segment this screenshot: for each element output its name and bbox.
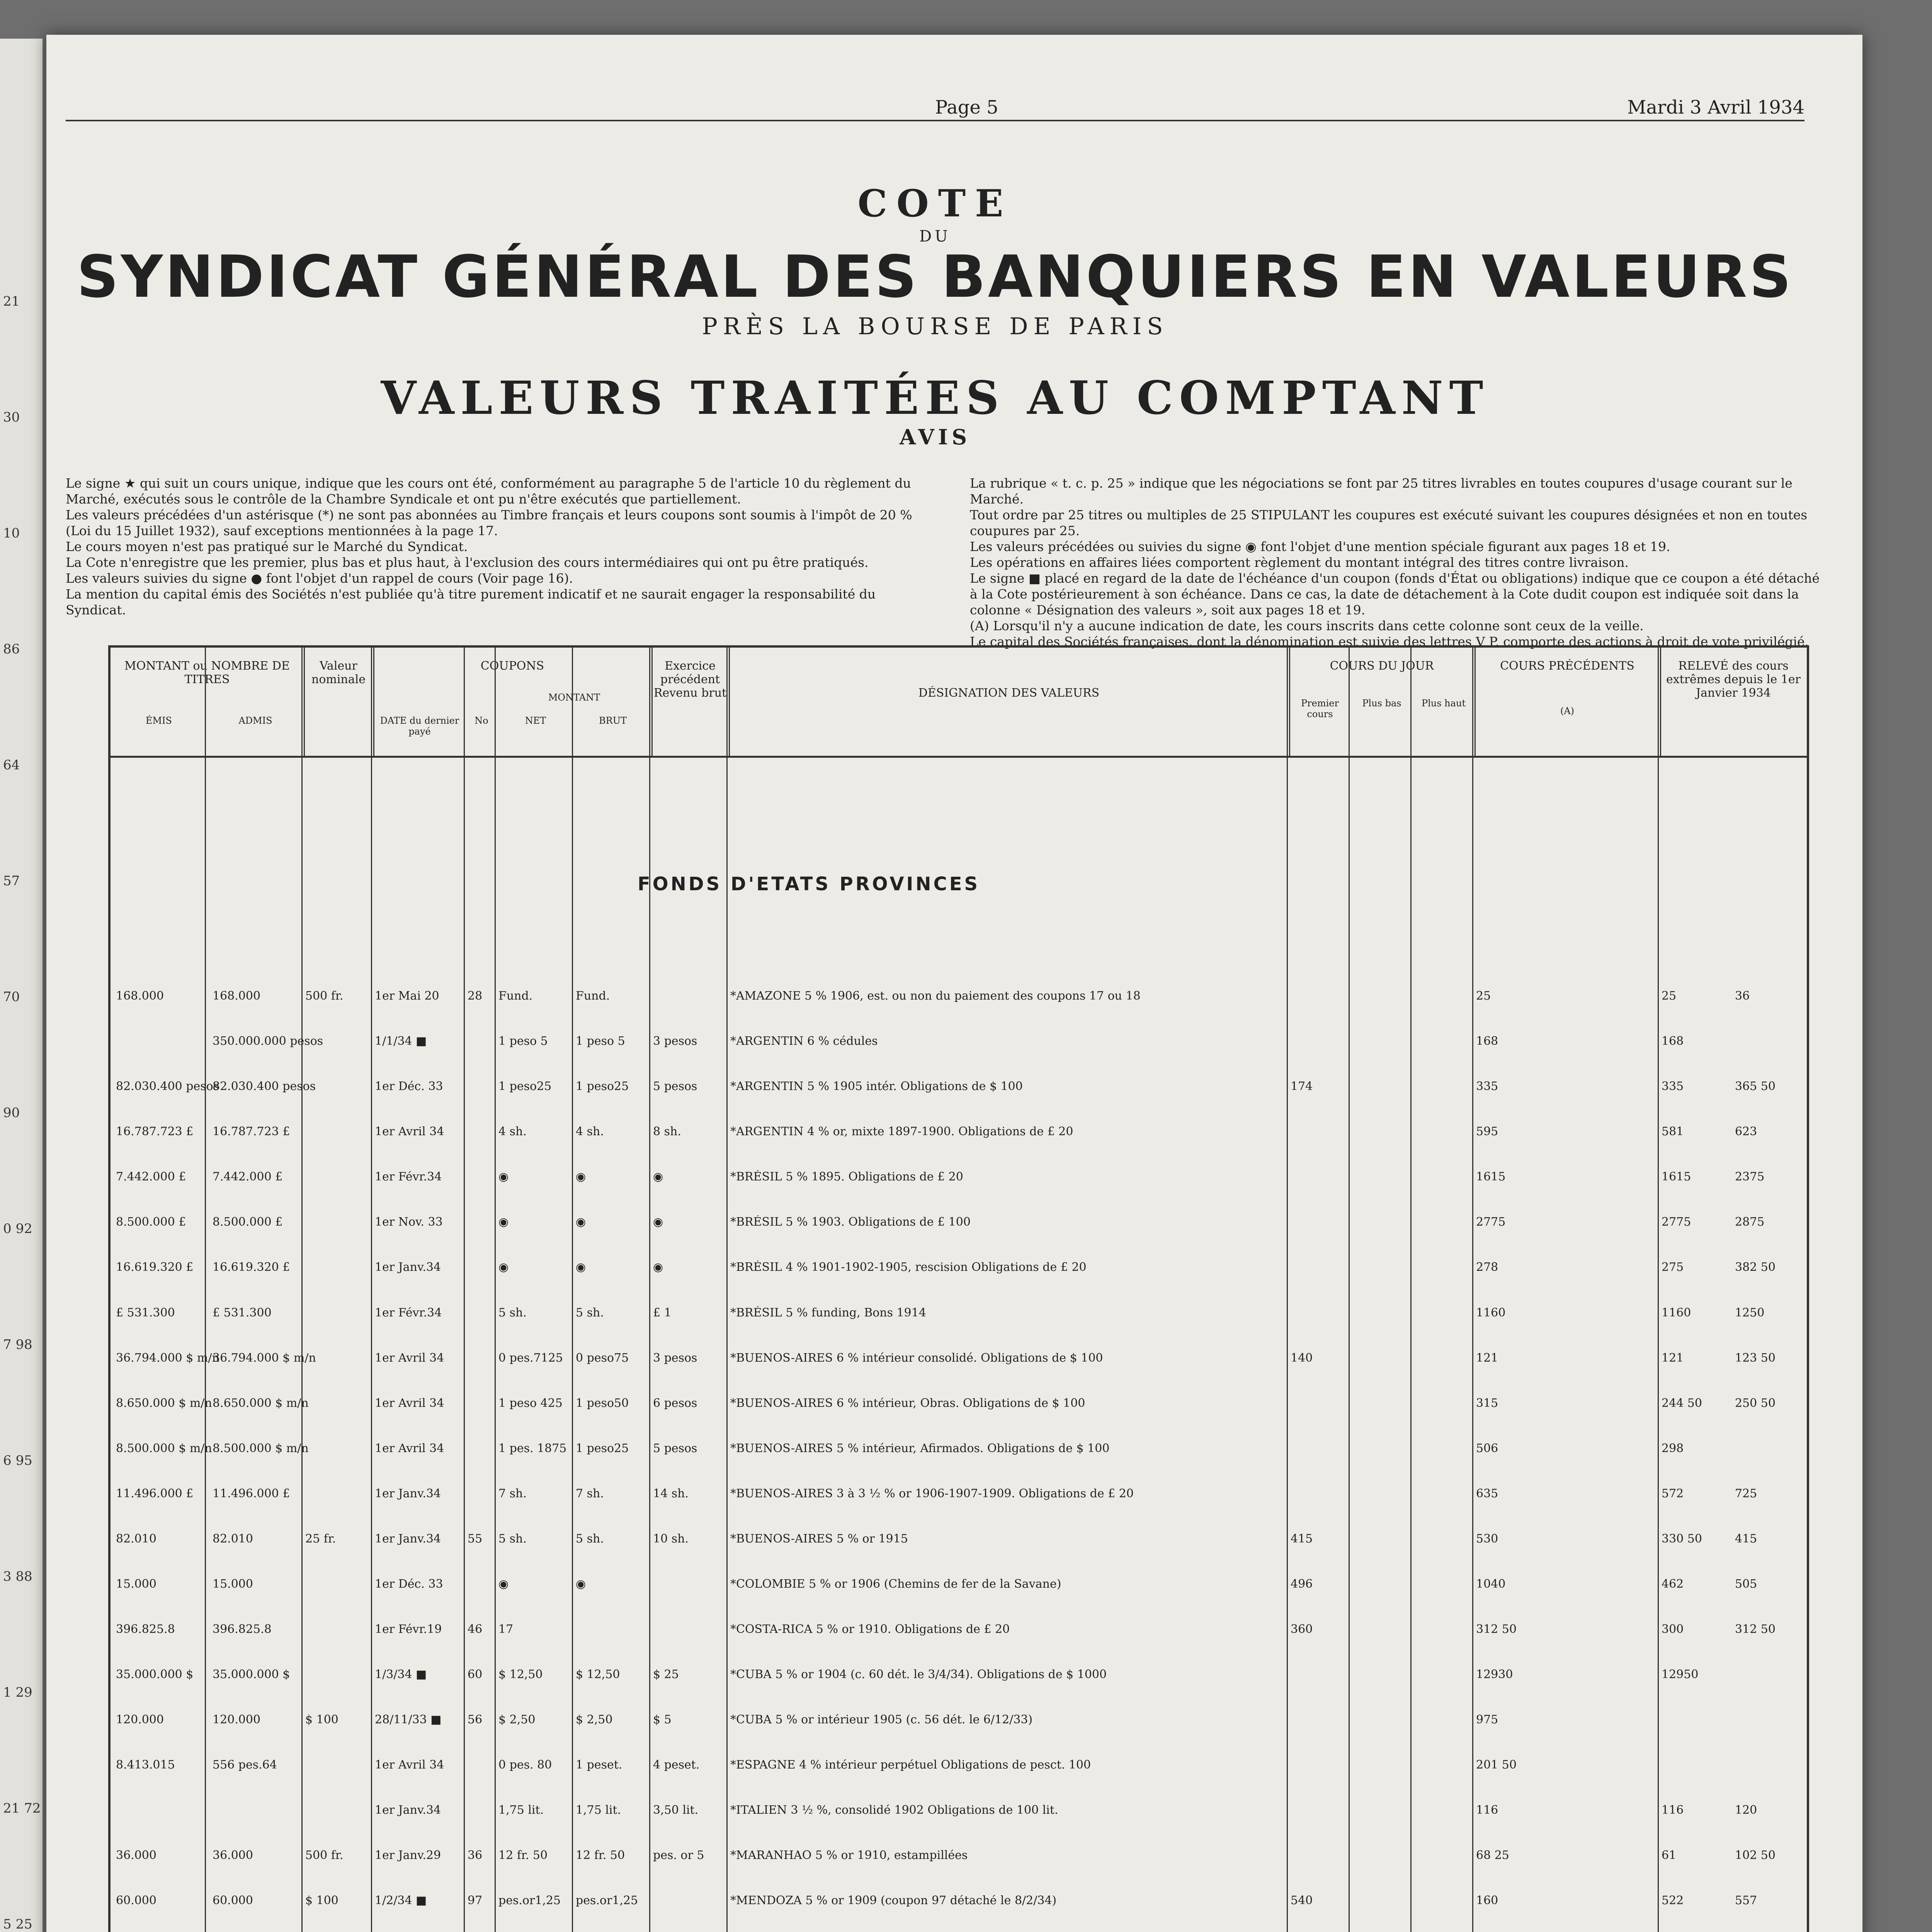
cell-premier: 360 (1291, 1622, 1313, 1636)
cell-date: 1er Févr.19 (375, 1622, 442, 1636)
cell-emis: 15.000 (116, 1577, 156, 1591)
cell-emis: 16.787.723 £ (116, 1125, 194, 1138)
margin-number: 10 (3, 526, 20, 541)
notice-paragraph: Tout ordre par 25 titres ou multiples de 25 STIPULANT les coupures est exécuté suivant les coupures désignées et non en toutes coupures par 25. (970, 507, 1808, 538)
notice-paragraph: Les valeurs précédées ou suivies du signe ◉ font l'objet d'une mention spéciale figurant aux pages 18 et 19. (970, 539, 1670, 554)
cell-releve-bas: 12950 (1662, 1668, 1699, 1681)
header-cours-jour: COURS DU JOUR Premier cours Plus bas Plus haut (1289, 648, 1476, 756)
cell-valeur: 500 fr. (305, 989, 344, 1003)
cell-valeur: $ 100 (305, 1894, 338, 1907)
cell-releve-haut: 2375 (1735, 1170, 1765, 1184)
cell-designation: *ITALIEN 3 ½ %, consolidé 1902 Obligations de 100 lit. (730, 1803, 1058, 1817)
page-number: Page 5 (935, 97, 998, 118)
header-premier: Premier cours (1301, 698, 1339, 719)
cell-net: $ 12,50 (498, 1668, 543, 1681)
header-admis: ADMIS (238, 715, 272, 726)
cell-admis: 350.000.000 pesos (213, 1034, 323, 1048)
margin-number: 57 (3, 873, 20, 889)
notice-paragraph: Le signe ★ qui suit un cours unique, indique que les cours ont été, conformément au paragraphe 5 de l'article 10 du règlement du Marché, exécutés sous le contrôle de la Chambre Syndicale et ont pu n'être exécutés que partiellement. (66, 476, 911, 507)
masthead-du: DU (919, 228, 951, 245)
cell-brut: $ 12,50 (576, 1668, 620, 1681)
table-row (108, 1894, 1804, 1909)
masthead-title: SYNDICAT GÉNÉRAL DES BANQUIERS EN VALEURS (77, 243, 1794, 311)
cell-emis: 82.010 (116, 1532, 156, 1546)
cell-no: 97 (468, 1894, 483, 1907)
table-row (108, 1532, 1804, 1548)
table-row (108, 1803, 1804, 1819)
cell-net: 0 pes. 80 (498, 1758, 552, 1772)
table-row (108, 1306, 1804, 1321)
cell-emis: 11.496.000 £ (116, 1487, 194, 1500)
table-row (108, 1442, 1804, 1457)
header-coupons: COUPONS DATE du dernier payé No MONTANT NET BRUT (373, 648, 653, 756)
notice-block (66, 475, 1820, 649)
cell-date: 1er Janv.34 (375, 1487, 441, 1500)
cell-releve-bas: 330 50 (1662, 1532, 1702, 1546)
header-plus-haut: Plus haut (1421, 698, 1466, 709)
cell-net: $ 2,50 (498, 1713, 536, 1726)
cell-emis: 396.825.8 (116, 1622, 175, 1636)
cell-designation: *BUENOS-AIRES 6 % intérieur, Obras. Obligations de $ 100 (730, 1396, 1085, 1410)
header-net: NET (525, 715, 546, 726)
cell-releve-bas: 298 (1662, 1442, 1684, 1455)
cell-date: 1er Févr.34 (375, 1306, 442, 1320)
cell-date: 1/2/34 ■ (375, 1894, 427, 1907)
margin-number: 64 (3, 757, 20, 773)
cell-precedent: 12930 (1476, 1668, 1513, 1681)
cell-admis: 396.825.8 (213, 1622, 272, 1636)
cell-admis: 7.442.000 £ (213, 1170, 283, 1184)
cell-designation: *BUENOS-AIRES 3 à 3 ½ % or 1906-1907-1909. Obligations de £ 20 (730, 1487, 1134, 1500)
cell-releve-haut: 505 (1735, 1577, 1757, 1591)
masthead-cote: COTE (857, 182, 1013, 225)
cell-designation: *BRÉSIL 4 % 1901-1902-1905, rescision Obligations de £ 20 (730, 1260, 1087, 1274)
cell-date: 1er Févr.34 (375, 1170, 442, 1184)
cell-revenu: ◉ (653, 1215, 663, 1229)
cell-net: 4 sh. (498, 1125, 527, 1138)
cell-releve-haut: 312 50 (1735, 1622, 1776, 1636)
header-emis: ÉMIS (145, 715, 172, 726)
header-a: (A) (1560, 706, 1575, 716)
cell-no: 60 (468, 1668, 483, 1681)
cell-date: 1er Avril 34 (375, 1442, 444, 1455)
cell-date: 1er Nov. 33 (375, 1215, 443, 1229)
cell-net: ◉ (498, 1577, 509, 1591)
cell-precedent: 116 (1476, 1803, 1498, 1817)
cell-admis: £ 531.300 (213, 1306, 272, 1320)
cell-brut: ◉ (576, 1577, 586, 1591)
cell-emis: 8.650.000 $ m/n (116, 1396, 212, 1410)
cell-brut: pes.or1,25 (576, 1894, 638, 1907)
cell-designation: *ESPAGNE 4 % intérieur perpétuel Obligations de pesct. 100 (730, 1758, 1091, 1772)
cell-designation: *CUBA 5 % or 1904 (c. 60 dét. le 3/4/34). Obligations de $ 1000 (730, 1668, 1107, 1681)
cell-valeur: $ 100 (305, 1713, 338, 1726)
cell-brut: 1 peso25 (576, 1442, 629, 1455)
cell-releve-bas: 1615 (1662, 1170, 1691, 1184)
cell-releve-haut: 623 (1735, 1125, 1757, 1138)
cell-date: 1er Déc. 33 (375, 1080, 443, 1093)
cell-designation: *BUENOS-AIRES 6 % intérieur consolidé. Obligations de $ 100 (730, 1351, 1103, 1365)
cell-releve-bas: 462 (1662, 1577, 1684, 1591)
cell-brut: ◉ (576, 1215, 586, 1229)
table-row (108, 1125, 1804, 1140)
cell-date: 1er Janv.34 (375, 1803, 441, 1817)
table-row (108, 1668, 1804, 1683)
cell-date: 1er Mai 20 (375, 989, 439, 1003)
cell-admis: 36.000 (213, 1849, 253, 1862)
cell-revenu: 8 sh. (653, 1125, 681, 1138)
cell-precedent: 635 (1476, 1487, 1498, 1500)
cell-valeur: 25 fr. (305, 1532, 336, 1546)
cell-net: ◉ (498, 1260, 509, 1274)
table-row (108, 1577, 1804, 1593)
cell-releve-haut: 120 (1735, 1803, 1757, 1817)
cell-releve-bas: 2775 (1662, 1215, 1691, 1229)
cell-releve-bas: 121 (1662, 1351, 1684, 1365)
cell-brut: 5 sh. (576, 1532, 604, 1546)
cell-precedent: 2775 (1476, 1215, 1506, 1229)
cell-precedent: 975 (1476, 1713, 1498, 1726)
cell-date: 1er Janv.29 (375, 1849, 441, 1862)
cell-emis: 8.500.000 $ m/n (116, 1442, 212, 1455)
table-row (108, 1351, 1804, 1367)
margin-number: 6 95 (3, 1453, 32, 1468)
cell-emis: 36.794.000 $ m/n (116, 1351, 219, 1365)
cell-net: 7 sh. (498, 1487, 527, 1500)
cell-precedent: 312 50 (1476, 1622, 1517, 1636)
cell-emis: 35.000.000 $ (116, 1668, 194, 1681)
margin-number: 30 (3, 410, 20, 425)
cell-precedent: 506 (1476, 1442, 1498, 1455)
cell-designation: *BRÉSIL 5 % 1903. Obligations de £ 100 (730, 1215, 971, 1229)
cell-releve-haut: 250 50 (1735, 1396, 1776, 1410)
table-row (108, 1758, 1804, 1774)
cell-admis: 8.500.000 £ (213, 1215, 283, 1229)
cell-net: 1 peso 425 (498, 1396, 563, 1410)
cell-net: 1 peso 5 (498, 1034, 548, 1048)
margin-number: 21 (3, 294, 20, 309)
cell-releve-haut: 557 (1735, 1894, 1757, 1907)
cell-designation: *AMAZONE 5 % 1906, est. ou non du paiement des coupons 17 ou 18 (730, 989, 1141, 1003)
quotation-table (108, 645, 1809, 1932)
adjacent-page-strip (0, 39, 43, 1932)
notice-paragraph: Les valeurs suivies du signe ● font l'objet d'un rappel de cours (Voir page 16). (66, 571, 573, 586)
cell-admis: 11.496.000 £ (213, 1487, 290, 1500)
cell-revenu: pes. or 5 (653, 1849, 704, 1862)
cell-no: 36 (468, 1849, 483, 1862)
cell-brut: 5 sh. (576, 1306, 604, 1320)
table-row (108, 1260, 1804, 1276)
margin-number: 1 29 (3, 1685, 32, 1700)
cell-precedent: 121 (1476, 1351, 1498, 1365)
masthead-subtitle: PRÈS LA BOURSE DE PARIS (702, 313, 1168, 340)
cell-revenu: 3 pesos (653, 1034, 697, 1048)
cell-net: 17 (498, 1622, 514, 1636)
cell-date: 1er Avril 34 (375, 1351, 444, 1365)
cell-date: 1er Janv.34 (375, 1260, 441, 1274)
notice-paragraph: Le cours moyen n'est pas pratiqué sur le Marché du Syndicat. (66, 539, 468, 554)
header-plus-bas: Plus bas (1362, 698, 1401, 709)
cell-admis: 36.794.000 $ m/n (213, 1351, 316, 1365)
cell-precedent: 1160 (1476, 1306, 1506, 1320)
cell-brut: 1 peso50 (576, 1396, 629, 1410)
cell-date: 1/1/34 ■ (375, 1034, 427, 1048)
header-brut: BRUT (599, 715, 627, 726)
cell-releve-bas: 335 (1662, 1080, 1684, 1093)
cell-date: 1/3/34 ■ (375, 1668, 427, 1681)
issue-date: Mardi 3 Avril 1934 (1627, 97, 1804, 118)
cell-releve-haut: 725 (1735, 1487, 1757, 1500)
header-valeur: Valeur nominale (304, 648, 374, 756)
margin-number: 70 (3, 989, 20, 1005)
cell-admis: 16.787.723 £ (213, 1125, 290, 1138)
cell-no: 28 (468, 989, 483, 1003)
cell-revenu: 14 sh. (653, 1487, 689, 1500)
cell-emis: 120.000 (116, 1713, 164, 1726)
cell-precedent: 530 (1476, 1532, 1498, 1546)
table-row (108, 1215, 1804, 1231)
notice-paragraph: Les opérations en affaires liées comportent règlement du montant intégral des titres contre livraison. (970, 555, 1629, 570)
avis-heading: AVIS (899, 425, 971, 449)
cell-premier: 140 (1291, 1351, 1313, 1365)
margin-number: 90 (3, 1105, 20, 1121)
header-date: DATE du dernier payé (380, 715, 459, 737)
notice-right-column (970, 475, 1820, 650)
cell-revenu: 3 pesos (653, 1351, 697, 1365)
cell-premier: 174 (1291, 1080, 1313, 1093)
cell-admis: 8.500.000 $ m/n (213, 1442, 309, 1455)
cell-admis: 15.000 (213, 1577, 253, 1591)
margin-number: 7 98 (3, 1337, 32, 1352)
cell-brut: $ 2,50 (576, 1713, 613, 1726)
notice-left-column (66, 475, 916, 618)
cell-precedent: 201 50 (1476, 1758, 1517, 1772)
header-designation: DÉSIGNATION DES VALEURS (729, 648, 1290, 756)
cell-no: 46 (468, 1622, 483, 1636)
cell-precedent: 335 (1476, 1080, 1498, 1093)
cell-brut: 0 peso75 (576, 1351, 629, 1365)
margin-number: 3 88 (3, 1569, 32, 1584)
cell-emis: 60.000 (116, 1894, 156, 1907)
cell-brut: 1 peso25 (576, 1080, 629, 1093)
cell-precedent: 25 (1476, 989, 1491, 1003)
notice-paragraph: La mention du capital émis des Sociétés n'est publiée qu'à titre purement indicatif et ne saurait engager la responsabilité du Syndicat. (66, 587, 876, 617)
cell-designation: *BRÉSIL 5 % funding, Bons 1914 (730, 1306, 926, 1320)
header-exercice: Exercice précédent Revenu brut (651, 648, 730, 756)
cell-revenu: 5 pesos (653, 1080, 697, 1093)
cell-designation: *BRÉSIL 5 % 1895. Obligations de £ 20 (730, 1170, 963, 1184)
cell-revenu: $ 25 (653, 1668, 679, 1681)
cell-admis: 82.030.400 pesos (213, 1080, 316, 1093)
cell-releve-haut: 2875 (1735, 1215, 1765, 1229)
cell-admis: 35.000.000 $ (213, 1668, 290, 1681)
notice-paragraph: La rubrique « t. c. p. 25 » indique que les négociations se font par 25 titres livrables en toutes coupures d'usage courant sur le Marché. (970, 476, 1793, 507)
cell-emis: 36.000 (116, 1849, 156, 1862)
cell-brut: 1,75 lit. (576, 1803, 621, 1817)
cell-net: 1 pes. 1875 (498, 1442, 567, 1455)
header-no: No (474, 715, 488, 726)
cell-net: pes.or1,25 (498, 1894, 561, 1907)
section-title: VALEURS TRAITÉES AU COMPTANT (381, 371, 1490, 425)
cell-releve-bas: 25 (1662, 989, 1677, 1003)
cell-revenu: ◉ (653, 1170, 663, 1184)
cell-net: ◉ (498, 1170, 509, 1184)
table-row (108, 1034, 1804, 1050)
cell-precedent: 1615 (1476, 1170, 1506, 1184)
cell-precedent: 168 (1476, 1034, 1498, 1048)
cell-admis: 168.000 (213, 989, 261, 1003)
cell-designation: *MENDOZA 5 % or 1909 (coupon 97 détaché le 8/2/34) (730, 1894, 1057, 1907)
cell-no: 56 (468, 1713, 483, 1726)
running-head (66, 97, 1804, 121)
cell-date: 1er Janv.34 (375, 1532, 441, 1546)
cell-date: 1er Avril 34 (375, 1125, 444, 1138)
cell-brut: 1 peso 5 (576, 1034, 625, 1048)
header-releve: RELEVÉ des cours extrêmes depuis le 1er Janvier 1934 (1666, 659, 1801, 700)
table-row (108, 1080, 1804, 1095)
cell-releve-bas: 1160 (1662, 1306, 1691, 1320)
cell-net: 5 sh. (498, 1306, 527, 1320)
table-row (108, 1170, 1804, 1185)
table-header (111, 648, 1807, 758)
notice-paragraph: Les valeurs précédées d'un astérisque (*) ne sont pas abonnées au Timbre français et leurs coupons sont soumis à l'impôt de 20 % (Loi du 15 Juillet 1932), sauf exceptions mentionnées à la page 17. (66, 507, 912, 538)
cell-revenu: ◉ (653, 1260, 663, 1274)
margin-number: 5 25 (3, 1917, 32, 1932)
cell-releve-haut: 415 (1735, 1532, 1757, 1546)
cell-brut: ◉ (576, 1170, 586, 1184)
cell-admis: 556 pes.64 (213, 1758, 277, 1772)
cell-premier: 415 (1291, 1532, 1313, 1546)
cell-revenu: $ 5 (653, 1713, 672, 1726)
table-row (108, 1396, 1804, 1412)
cell-designation: *ARGENTIN 6 % cédules (730, 1034, 878, 1048)
cell-releve-bas: 244 50 (1662, 1396, 1702, 1410)
cell-releve-haut: 102 50 (1735, 1849, 1776, 1862)
cell-releve-bas: 300 (1662, 1622, 1684, 1636)
cell-designation: *ARGENTIN 4 % or, mixte 1897-1900. Obligations de £ 20 (730, 1125, 1073, 1138)
cell-releve-haut: 382 50 (1735, 1260, 1776, 1274)
header-montant-coupon: MONTANT (548, 692, 600, 703)
section-heading: FONDS D'ETATS PROVINCES (638, 873, 980, 895)
cell-emis: 7.442.000 £ (116, 1170, 186, 1184)
cell-revenu: 6 pesos (653, 1396, 697, 1410)
cell-admis: 60.000 (213, 1894, 253, 1907)
cell-brut: ◉ (576, 1260, 586, 1274)
notice-paragraph: Le signe ■ placé en regard de la date de l'échéance d'un coupon (fonds d'État ou obligations) indique que ce coupon a été détaché à la Cote postérieurement à son échéance. Dans ce cas, la date de détachement à la Cote dudit coupon est indiquée soit dans la colonne « Désignation des valeurs », soit aux pages 18 et 19. (970, 571, 1820, 617)
cell-net: 5 sh. (498, 1532, 527, 1546)
cell-net: ◉ (498, 1215, 509, 1229)
table-row (108, 1622, 1804, 1638)
cell-designation: *BUENOS-AIRES 5 % or 1915 (730, 1532, 908, 1546)
cell-revenu: 10 sh. (653, 1532, 689, 1546)
cell-designation: *ARGENTIN 5 % 1905 intér. Obligations de $ 100 (730, 1080, 1023, 1093)
cell-no: 55 (468, 1532, 483, 1546)
cell-revenu: 4 peset. (653, 1758, 700, 1772)
cell-releve-haut: 123 50 (1735, 1351, 1776, 1365)
cell-admis: 16.619.320 £ (213, 1260, 290, 1274)
cell-admis: 120.000 (213, 1713, 261, 1726)
cell-date: 1er Avril 34 (375, 1758, 444, 1772)
table-row (108, 1713, 1804, 1728)
cell-date: 1er Déc. 33 (375, 1577, 443, 1591)
cell-emis: £ 531.300 (116, 1306, 175, 1320)
cell-precedent: 315 (1476, 1396, 1498, 1410)
cell-releve-bas: 275 (1662, 1260, 1684, 1274)
cell-revenu: £ 1 (653, 1306, 672, 1320)
notice-paragraph: Le capital des Sociétés françaises, dont la dénomination est suivie des lettres V P, comporte des actions à droit de vote privilégié. (970, 634, 1809, 649)
cell-precedent: 160 (1476, 1894, 1498, 1907)
cell-brut: 7 sh. (576, 1487, 604, 1500)
masthead (66, 124, 1804, 449)
cell-releve-haut: 1250 (1735, 1306, 1765, 1320)
cell-valeur: 500 fr. (305, 1849, 344, 1862)
cell-releve-bas: 572 (1662, 1487, 1684, 1500)
cell-releve-bas: 61 (1662, 1849, 1677, 1862)
cell-designation: *COLOMBIE 5 % or 1906 (Chemins de fer de la Savane) (730, 1577, 1061, 1591)
cell-net: 1,75 lit. (498, 1803, 544, 1817)
cell-emis: 16.619.320 £ (116, 1260, 194, 1274)
margin-number: 0 92 (3, 1221, 32, 1236)
cell-releve-bas: 522 (1662, 1894, 1684, 1907)
notice-paragraph: La Cote n'enregistre que les premier, plus bas et plus haut, à l'exclusion des cours intermédiaires qui ont pu être pratiqués. (66, 555, 869, 570)
cell-revenu: 3,50 lit. (653, 1803, 699, 1817)
cell-date: 28/11/33 ■ (375, 1713, 442, 1726)
margin-number: 86 (3, 641, 20, 657)
header-montant: MONTANT ou NOMBRE DE TITRES ÉMIS ADMIS (111, 648, 305, 756)
table-row (108, 1487, 1804, 1502)
cell-net: 0 pes.7125 (498, 1351, 563, 1365)
cell-brut: 4 sh. (576, 1125, 604, 1138)
cell-premier: 496 (1291, 1577, 1313, 1591)
cell-admis: 8.650.000 $ m/n (213, 1396, 309, 1410)
cell-releve-bas: 581 (1662, 1125, 1684, 1138)
cell-designation: *COSTA-RICA 5 % or 1910. Obligations de £ 20 (730, 1622, 1010, 1636)
cell-emis: 8.413.015 (116, 1758, 175, 1772)
cell-brut: 12 fr. 50 (576, 1849, 625, 1862)
cell-brut: Fund. (576, 989, 610, 1003)
cell-emis: 82.030.400 pesos (116, 1080, 219, 1093)
margin-number: 21 72 (3, 1801, 41, 1816)
cell-precedent: 1040 (1476, 1577, 1506, 1591)
cell-emis: 168.000 (116, 989, 164, 1003)
cell-premier: 540 (1291, 1894, 1313, 1907)
cell-precedent: 68 25 (1476, 1849, 1509, 1862)
cell-net: 12 fr. 50 (498, 1849, 548, 1862)
notice-paragraph: (A) Lorsqu'il n'y a aucune indication de date, les cours inscrits dans cette colonne sont ceux de la veille. (970, 618, 1644, 633)
cell-designation: *MARANHAO 5 % or 1910, estampillées (730, 1849, 968, 1862)
cell-precedent: 595 (1476, 1125, 1498, 1138)
header-precedents: COURS PRÉCÉDENTS (A) (1475, 648, 1661, 756)
cell-admis: 82.010 (213, 1532, 253, 1546)
cell-precedent: 278 (1476, 1260, 1498, 1274)
cell-designation: *BUENOS-AIRES 5 % intérieur, Afirmados. Obligations de $ 100 (730, 1442, 1110, 1455)
table-row (108, 989, 1804, 1005)
cell-releve-haut: 36 (1735, 989, 1750, 1003)
cell-designation: *CUBA 5 % or intérieur 1905 (c. 56 dét. le 6/12/33) (730, 1713, 1033, 1726)
cell-net: Fund. (498, 989, 533, 1003)
cell-emis: 8.500.000 £ (116, 1215, 186, 1229)
cell-releve-bas: 168 (1662, 1034, 1684, 1048)
cell-releve-haut: 365 50 (1735, 1080, 1776, 1093)
cell-releve-bas: 116 (1662, 1803, 1684, 1817)
cell-revenu: 5 pesos (653, 1442, 697, 1455)
cell-net: 1 peso25 (498, 1080, 552, 1093)
cell-date: 1er Avril 34 (375, 1396, 444, 1410)
cell-brut: 1 peset. (576, 1758, 622, 1772)
table-row (108, 1849, 1804, 1864)
